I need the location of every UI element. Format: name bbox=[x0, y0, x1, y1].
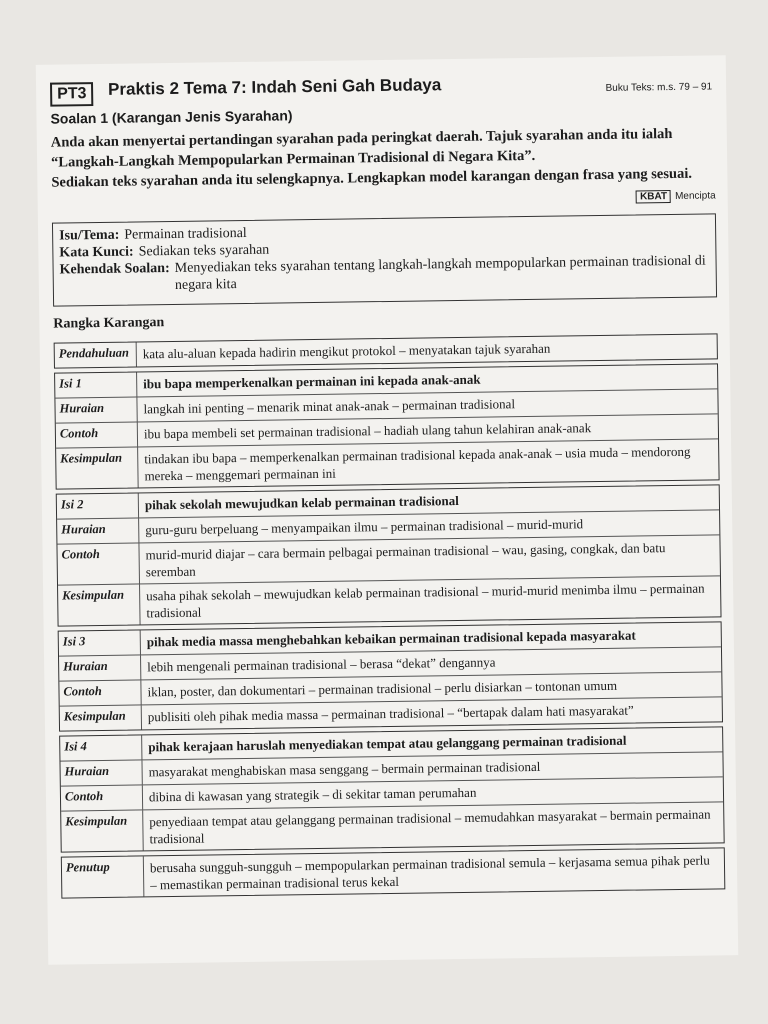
row-label: Contoh bbox=[59, 680, 141, 705]
outline-sections bbox=[54, 333, 726, 902]
outline-row bbox=[55, 334, 717, 367]
row-label: Contoh bbox=[61, 785, 143, 810]
row-text: penyediaan tempat atau gelanggang permainan tradisional – memudahkan masyarakat – bermain permainan tradisional bbox=[149, 806, 711, 847]
row-text: iklan, poster, dan dokumentari – permainan tradisional – perlu disiarkan – tontonan umum bbox=[147, 677, 618, 700]
row-label: Kesimpulan bbox=[58, 584, 141, 625]
tema-label: Isu/Tema: bbox=[59, 227, 120, 244]
kehendak-label: Kehendak Soalan: bbox=[59, 261, 170, 278]
row-text: langkah ini penting – menarik minat anak-anak – permainan tradisional bbox=[143, 396, 516, 417]
kbat-tag bbox=[636, 190, 716, 202]
outline-section bbox=[61, 847, 726, 898]
row-label: Huraian bbox=[57, 518, 139, 543]
row-text: murid-murid diajar – cara bermain pelbagai permainan tradisional – wau, gasing, congkak, dan batu seremban bbox=[145, 540, 666, 580]
row-text: berusaha sungguh-sungguh – mempopularkan permainan tradisional semula – kerjasama semua pihak perlu – memastikan permainan tradisional terus kekal bbox=[149, 852, 710, 893]
outline-section bbox=[54, 363, 720, 489]
page-title: Praktis 2 Tema 7: Indah Seni Gah Budaya bbox=[107, 75, 442, 99]
row-label: Isi 4 bbox=[60, 735, 142, 760]
row-text: ibu bapa memperkenalkan permainan ini kepada anak-anak bbox=[143, 371, 481, 392]
outline-section bbox=[59, 726, 725, 852]
row-text: masyarakat menghabiskan masa senggang – bermain permainan tradisional bbox=[148, 758, 541, 780]
row-text: guru-guru berpeluang – menyampaikan ilmu – permainan tradisional – murid-murid bbox=[145, 516, 584, 538]
row-label: Isi 3 bbox=[59, 630, 141, 655]
outline-section bbox=[54, 333, 718, 368]
kehendak-value: Menyediakan teks syarahan tentang langkah-langkah mempopularkan permainan tradisional di negara kita bbox=[174, 253, 706, 293]
row-text: pihak kerajaan haruslah menyediakan tempat atau gelanggang permainan tradisional bbox=[148, 732, 627, 755]
page-header bbox=[50, 69, 714, 112]
kata-kunci-value: Sediakan teks syarahan bbox=[138, 242, 270, 260]
pt3-badge: PT3 bbox=[50, 82, 94, 107]
row-label: Huraian bbox=[60, 760, 142, 785]
row-text: kata alu-aluan kepada hadirin mengikut protokol – menyatakan tajuk syarahan bbox=[142, 340, 551, 362]
row-label: Contoh bbox=[57, 543, 140, 584]
row-text: tindakan ibu bapa – memperkenalkan permainan tradisional kepada anak-anak – usia muda – mendorong mereka – menggemari permainan ini bbox=[144, 443, 691, 484]
row-text: lebih mengenali permainan tradisional – berasa “dekat” dengannya bbox=[147, 654, 496, 675]
row-text: usaha pihak sekolah – mewujudkan kelab permainan tradisional – murid-murid menimba ilmu – permainan tradisional bbox=[146, 580, 705, 621]
row-text: dibina di kawasan yang strategik – di sekitar taman perumahan bbox=[148, 784, 477, 805]
tema-value: Permainan tradisional bbox=[124, 225, 247, 243]
outline-row bbox=[62, 848, 724, 897]
row-text: pihak sekolah mewujudkan kelab permainan tradisional bbox=[144, 492, 459, 513]
row-text: publisiti oleh pihak media massa – permainan tradisional – “bertapak dalam hati masyarakat” bbox=[147, 702, 634, 725]
instruction-paragraph: Sediakan teks syarahan anda itu selengkapnya. Lengkapkan model karangan dengan frasa yang sesuai. bbox=[51, 165, 693, 191]
row-label: Huraian bbox=[55, 397, 137, 422]
outline-heading: Rangka Karangan bbox=[53, 315, 165, 332]
row-label: Contoh bbox=[56, 422, 138, 447]
row-label: Pendahuluan bbox=[55, 342, 137, 367]
question-title: Soalan 1 (Karangan Jenis Syarahan) bbox=[50, 107, 293, 127]
book-reference: Buku Teks: m.s. 79 – 91 bbox=[605, 81, 713, 94]
row-label: Huraian bbox=[59, 655, 141, 680]
row-label: Kesimpulan bbox=[60, 705, 142, 730]
kbat-text: Mencipta bbox=[674, 190, 716, 202]
outline-section bbox=[58, 621, 723, 731]
instruction-paragraph: Anda akan menyertai pertandingan syarahan pada peringkat daerah. Tajuk syarahan anda itu ialah “Langkah-Langkah Mempopularkan Permainan Tradisional di Negara Kita”. bbox=[50, 125, 673, 171]
row-label: Kesimpulan bbox=[61, 810, 144, 851]
row-text: pihak media massa menghebahkan kebaikan permainan tradisional kepada masyarakat bbox=[146, 627, 636, 650]
kata-kunci-label: Kata Kunci: bbox=[59, 244, 134, 261]
kbat-label: KBAT bbox=[636, 190, 671, 203]
instructions bbox=[51, 123, 716, 192]
row-text: ibu bapa membeli set permainan tradisional – hadiah ulang tahun kelahiran anak-anak bbox=[143, 420, 592, 442]
row-label: Kesimpulan bbox=[56, 447, 139, 488]
row-label: Isi 1 bbox=[55, 372, 137, 397]
outline-section bbox=[56, 484, 722, 626]
issue-box bbox=[52, 213, 717, 306]
worksheet-page bbox=[36, 55, 738, 965]
row-label: Isi 2 bbox=[57, 493, 139, 518]
row-label: Penutup bbox=[62, 856, 145, 897]
